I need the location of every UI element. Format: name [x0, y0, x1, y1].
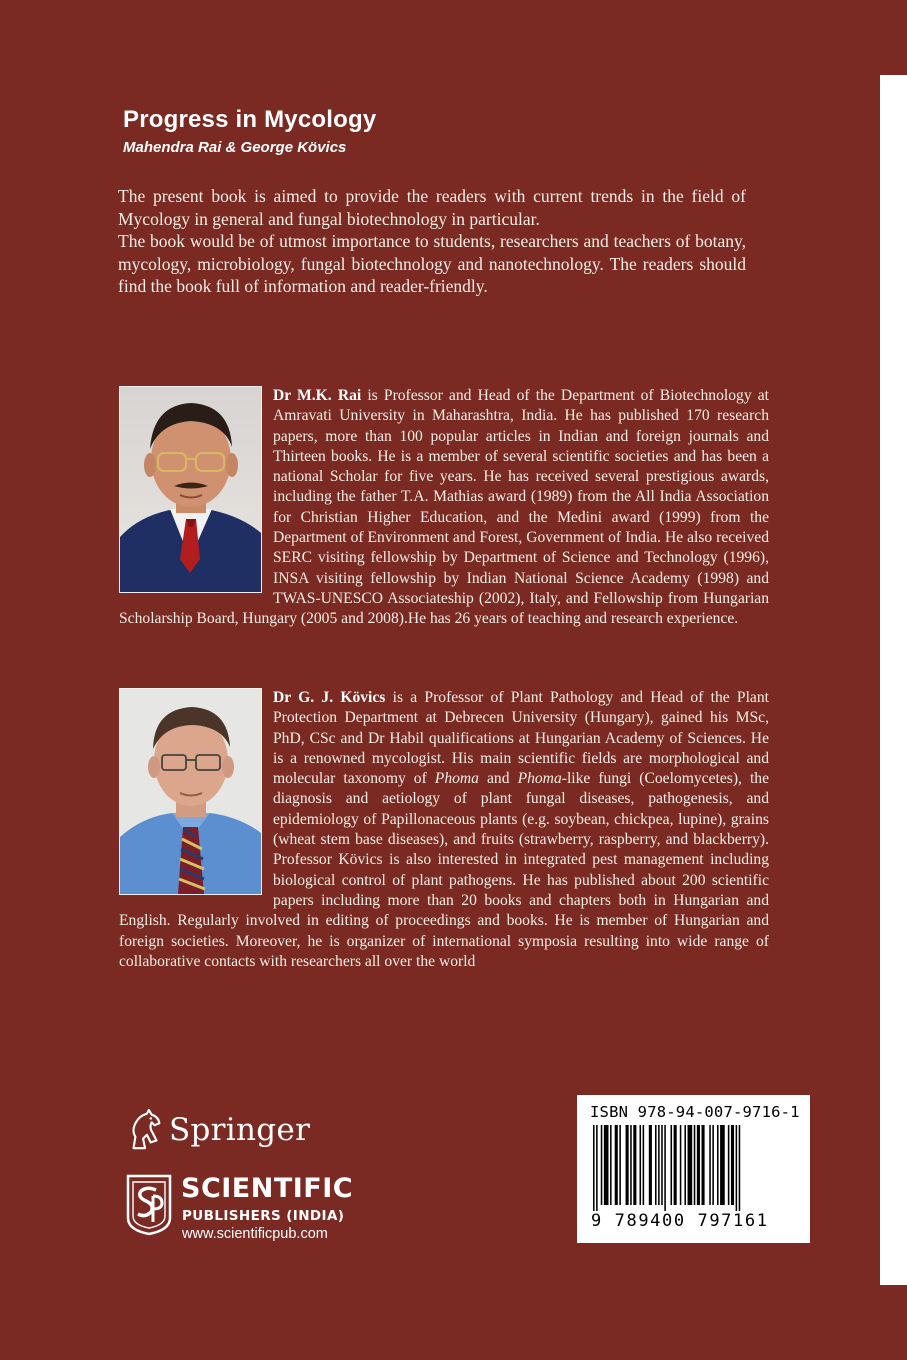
barcode-digits: 9 789400 797161	[591, 1211, 769, 1231]
genus-name-phoma-like: Phoma	[517, 770, 562, 788]
book-title: Progress in Mycology	[123, 106, 377, 133]
author-bio-text-rai: is Professor and Head of the Department of Biotechnology at Amravati University in Maharashtra, India. He has published 170 research papers, more than 100 popular articles in Indian and foreign journals and Thirteen books. He is a member of several scientific societies and has been a national Scholar for five years. He has received several prestigious awards, including the father T.A. Mathias award (1989) from the All India Association for Christian Higher Education, and the Medini award (1999) from the Department of Environment and Forest, Government of India. He also received SERC visiting fellowship by Department of Science and Technology (1996), INSA visiting fellowship by Indian National Science Academy (1998) and TWAS-UNESCO Associateship (2002), Italy, and Fellowship from Hungarian Scholarship Board, Hungary (2005 and 2008).He has 26 years of teaching and research experience.	[119, 387, 770, 628]
book-description	[118, 185, 746, 298]
springer-horse-icon	[125, 1108, 165, 1152]
book-authors: Mahendra Rai & George Kövics	[123, 139, 347, 156]
scientific-publishers-name: SCIENTIFIC	[181, 1173, 354, 1204]
author-photo-kovics	[119, 688, 262, 895]
barcode-bars	[591, 1125, 796, 1211]
author-bio-rai	[119, 386, 769, 630]
isbn-number: ISBN 978-94-007-9716-1	[590, 1103, 800, 1121]
author-name-kovics: Dr G. J. Kövics	[273, 689, 386, 706]
author-name-rai: Dr M.K. Rai	[273, 387, 362, 404]
scientific-publishers-subtitle: PUBLISHERS (INDIA)	[182, 1208, 345, 1224]
scientific-publishers-url: www.scientificpub.com	[182, 1226, 328, 1242]
author-bio-text-kovics-b: and	[478, 770, 518, 788]
author-bio-kovics	[119, 688, 769, 972]
springer-logo-text: Springer	[169, 1112, 311, 1148]
white-edge-strip	[880, 75, 907, 1285]
genus-name-phoma: Phoma	[434, 770, 479, 788]
isbn-barcode	[577, 1095, 810, 1243]
description-paragraph-1: The present book is aimed to provide the readers with current trends in the field of Mycology in general and fungal biotechnology in particular.	[118, 186, 746, 229]
publisher-logos	[125, 1100, 425, 1250]
portrait-image	[120, 689, 261, 894]
scientific-publishers-emblem-icon	[125, 1172, 173, 1236]
author-bio-text-kovics-c: -like fungi (Coelomycetes), the diagnosis and aetiology of plant fungal diseases, pathogenesis, and epidemiology of Papillonaceous plants (e.g. soybean, chickpea, lupine), grains (wheat stem base diseases), and fruits (strawberry, raspberry, and blackberry). Professor Kövics is also interested in integrated pest management including biological control of plant pathogens. He has published about 200 scientific papers including more than 20 books and chapters both in Hungarian and English. Regularly involved in editing of proceedings and books. He is member of Hungarian and foreign societies. Moreover, he is organizer of international symposia resulting into wide range of collaborative contacts with researchers all over the world	[119, 770, 769, 970]
author-bio-text-kovics-a: is a Professor of Plant Pathology and Head of the Plant Protection Department at Debrecen University (Hungary), gained his MSc, PhD, CSc and Dr Habil qualifications at Hungarian Academy of Sciences. He is a renowned mycologist. His main scientific fields are morphological and molecular taxonomy of	[273, 689, 769, 788]
author-photo-rai	[119, 386, 262, 593]
portrait-image	[120, 387, 261, 592]
description-paragraph-2: The book would be of utmost importance to students, researchers and teachers of botany, mycology, microbiology, fungal biotechnology and nanotechnology. The readers should find the book full of information and reader-friendly.	[118, 231, 746, 296]
